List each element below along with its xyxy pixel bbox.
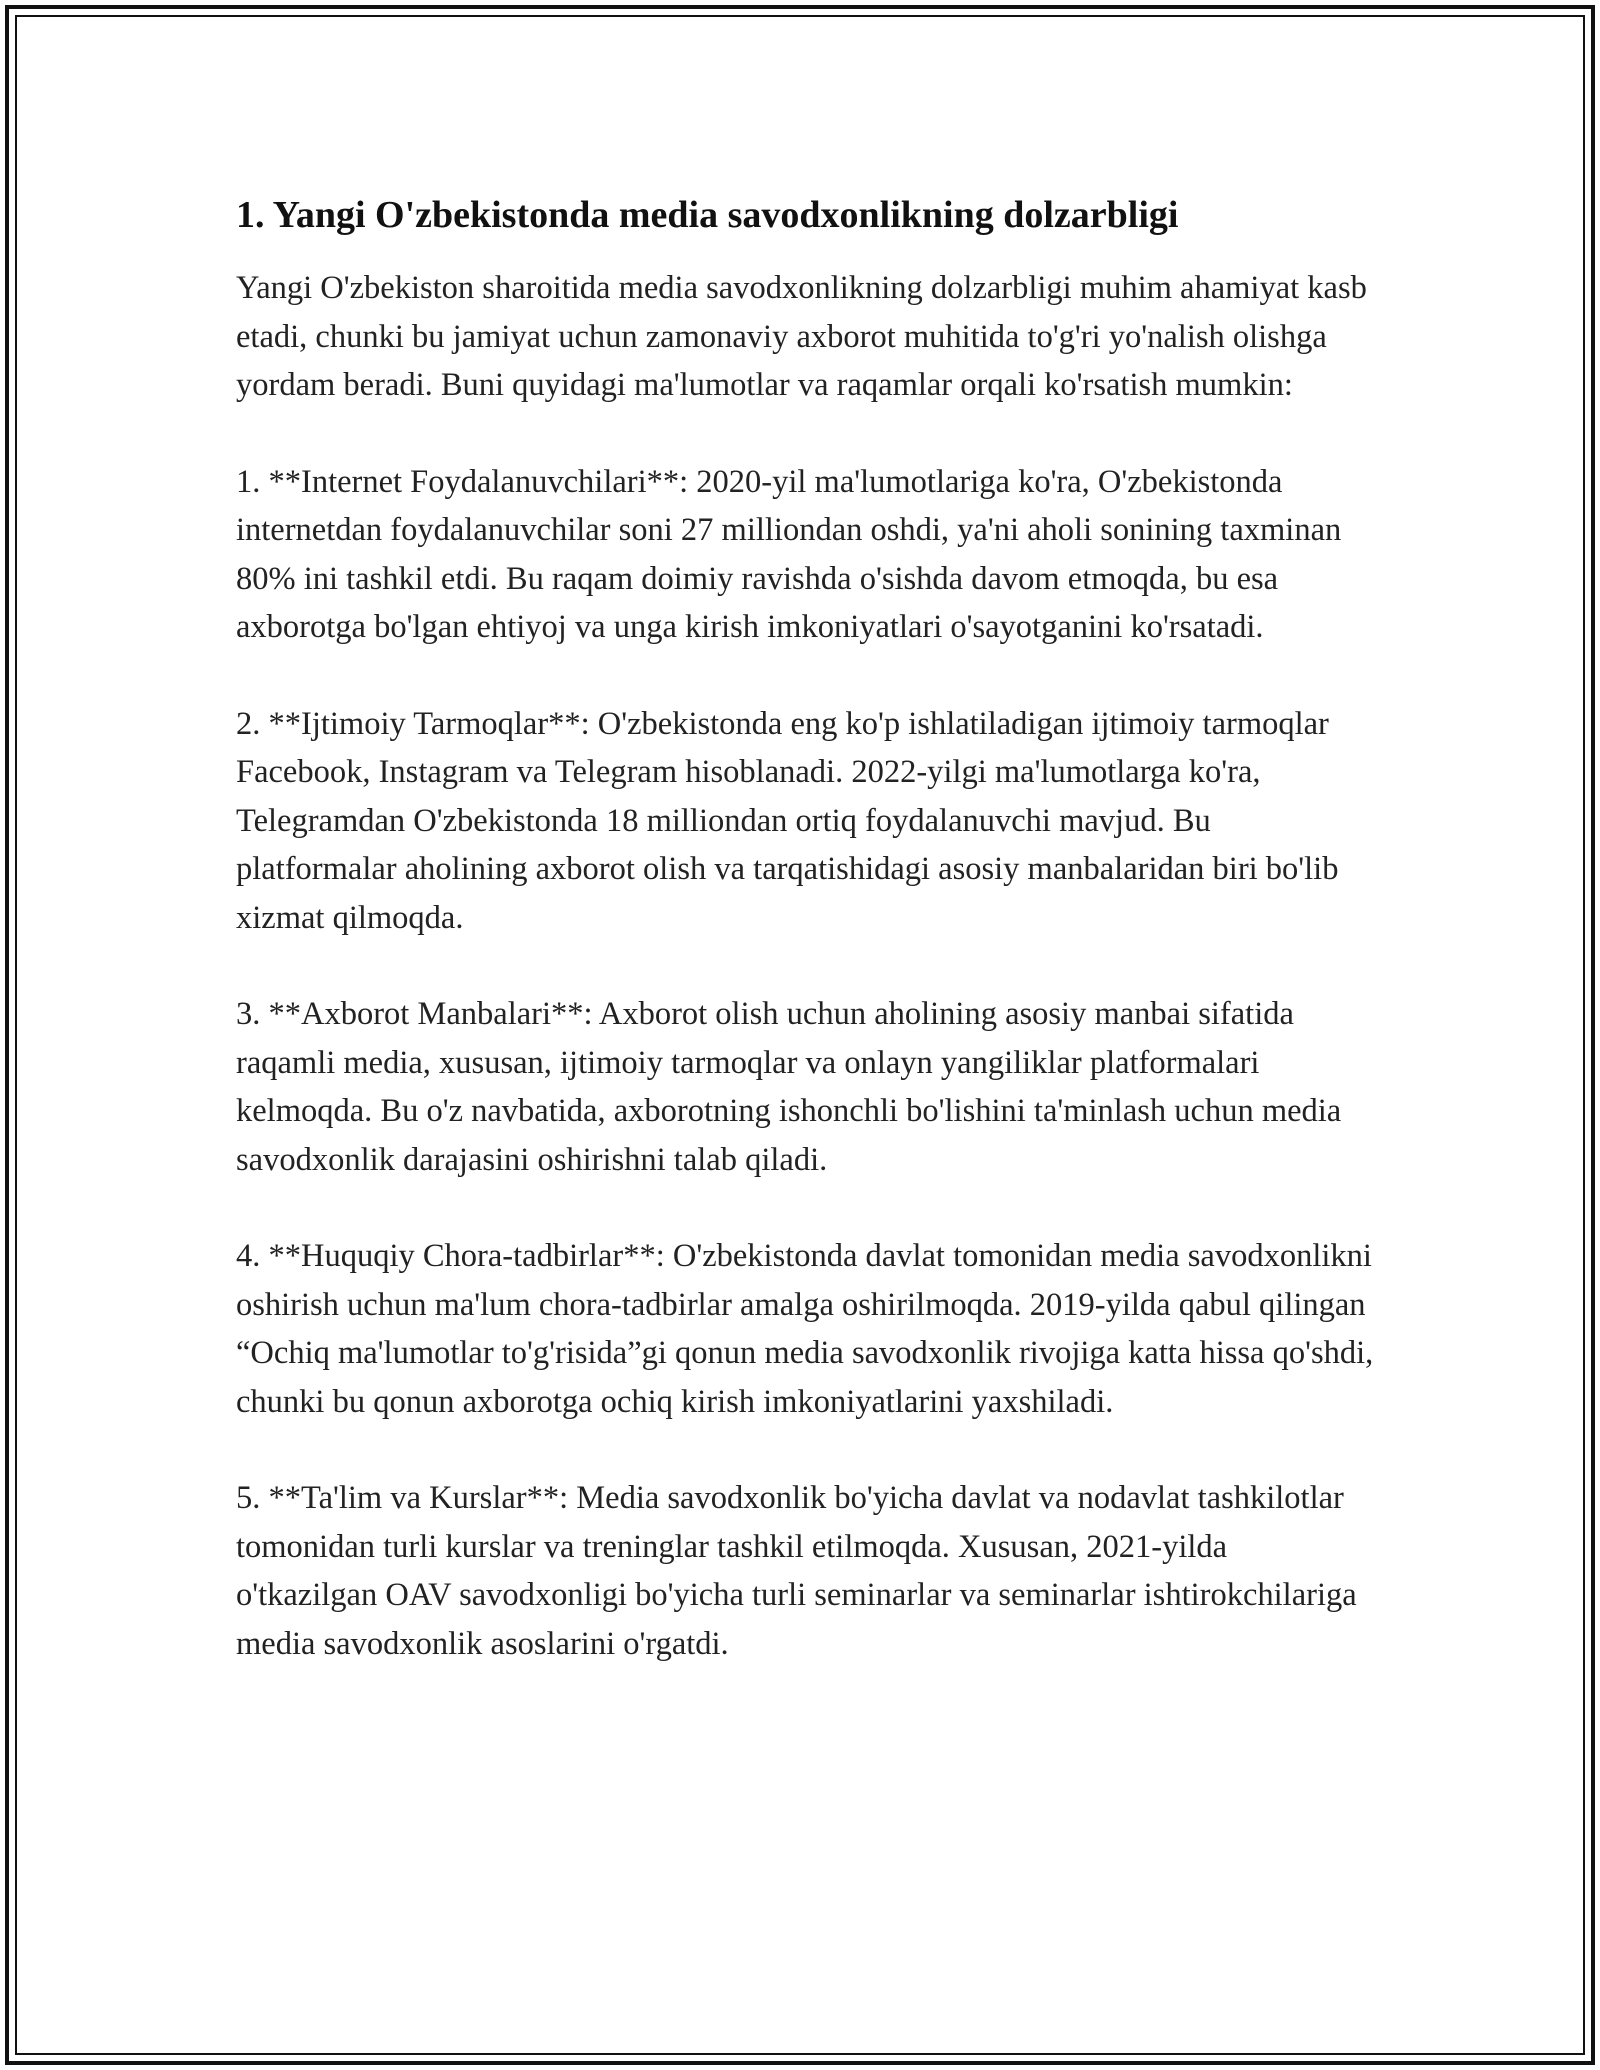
list-item-legal-measures: 4. **Huquqiy Chora-tadbirlar**: O'zbekistonda davlat tomonidan media savodxonlikni oshirish uchun ma'lum chora-tadbirlar amalga oshirilmoqda. 2019-yilda qabul qilingan “Ochiq ma'lumotlar to'g'risida”gi qonun media savodxonlik rivojiga katta hissa qo'shdi, chunki bu qonun axborotga ochiq kirish imkoniyatlarini yaxshiladi.	[236, 1238, 1374, 1420]
document-heading: 1. Yangi O'zbekistonda media savodxonlikning dolzarbligi	[236, 194, 1179, 236]
list-item-information-sources: 3. **Axborot Manbalari**: Axborot olish uchun aholining asosiy manbai sifatida raqamli media, xususan, ijtimoiy tarmoqlar va onlayn yangiliklar platformalari kelmoqda. Bu o'z navbatida, axborotning ishonchli bo'lishini ta'minlash uchun media savodxonlik darajasini oshirishni talab qiladi.	[236, 996, 1342, 1178]
intro-paragraph: Yangi O'zbekiston sharoitida media savodxonlikning dolzarbligi muhim ahamiyat kasb etadi, chunki bu jamiyat uchun zamonaviy axborot muhitida to'g'ri yo'nalish olishga yordam beradi. Buni quyidagi ma'lumotlar va raqamlar orqali ko'rsatish mumkin:	[236, 270, 1367, 403]
list-item-internet-users: 1. **Internet Foydalanuvchilari**: 2020-yil ma'lumotlariga ko'ra, O'zbekistonda internetdan foydalanuvchilar soni 27 milliondan oshdi, ya'ni aholi sonining taxminan 80% ini tashkil etdi. Bu raqam doimiy ravishda o'sishda davom etmoqda, bu esa axborotga bo'lgan ehtiyoj va unga kirish imkoniyatlari o'sayotganini ko'rsatadi.	[236, 463, 1342, 645]
document-body	[236, 188, 1376, 1668]
list-item-education-courses: 5. **Ta'lim va Kurslar**: Media savodxonlik bo'yicha davlat va nodavlat tashkilotlar tomonidan turli kurslar va treninglar tashkil etilmoqda. Xususan, 2021-yilda o'tkazilgan OAV savodxonligi bo'yicha turli seminarlar va seminarlar ishtirokchilariga media savodxonlik asoslarini o'rgatdi.	[236, 1480, 1357, 1662]
list-item-social-networks: 2. **Ijtimoiy Tarmoqlar**: O'zbekistonda eng ko'p ishlatiladigan ijtimoiy tarmoqlar Facebook, Instagram va Telegram hisoblanadi. 2022-yilgi ma'lumotlarga ko'ra, Telegramdan O'zbekistonda 18 milliondan ortiq foydalanuvchi mavjud. Bu platformalar aholining axborot olish va tarqatishidagi asosiy manbalaridan biri bo'lib xizmat qilmoqda.	[236, 705, 1339, 936]
